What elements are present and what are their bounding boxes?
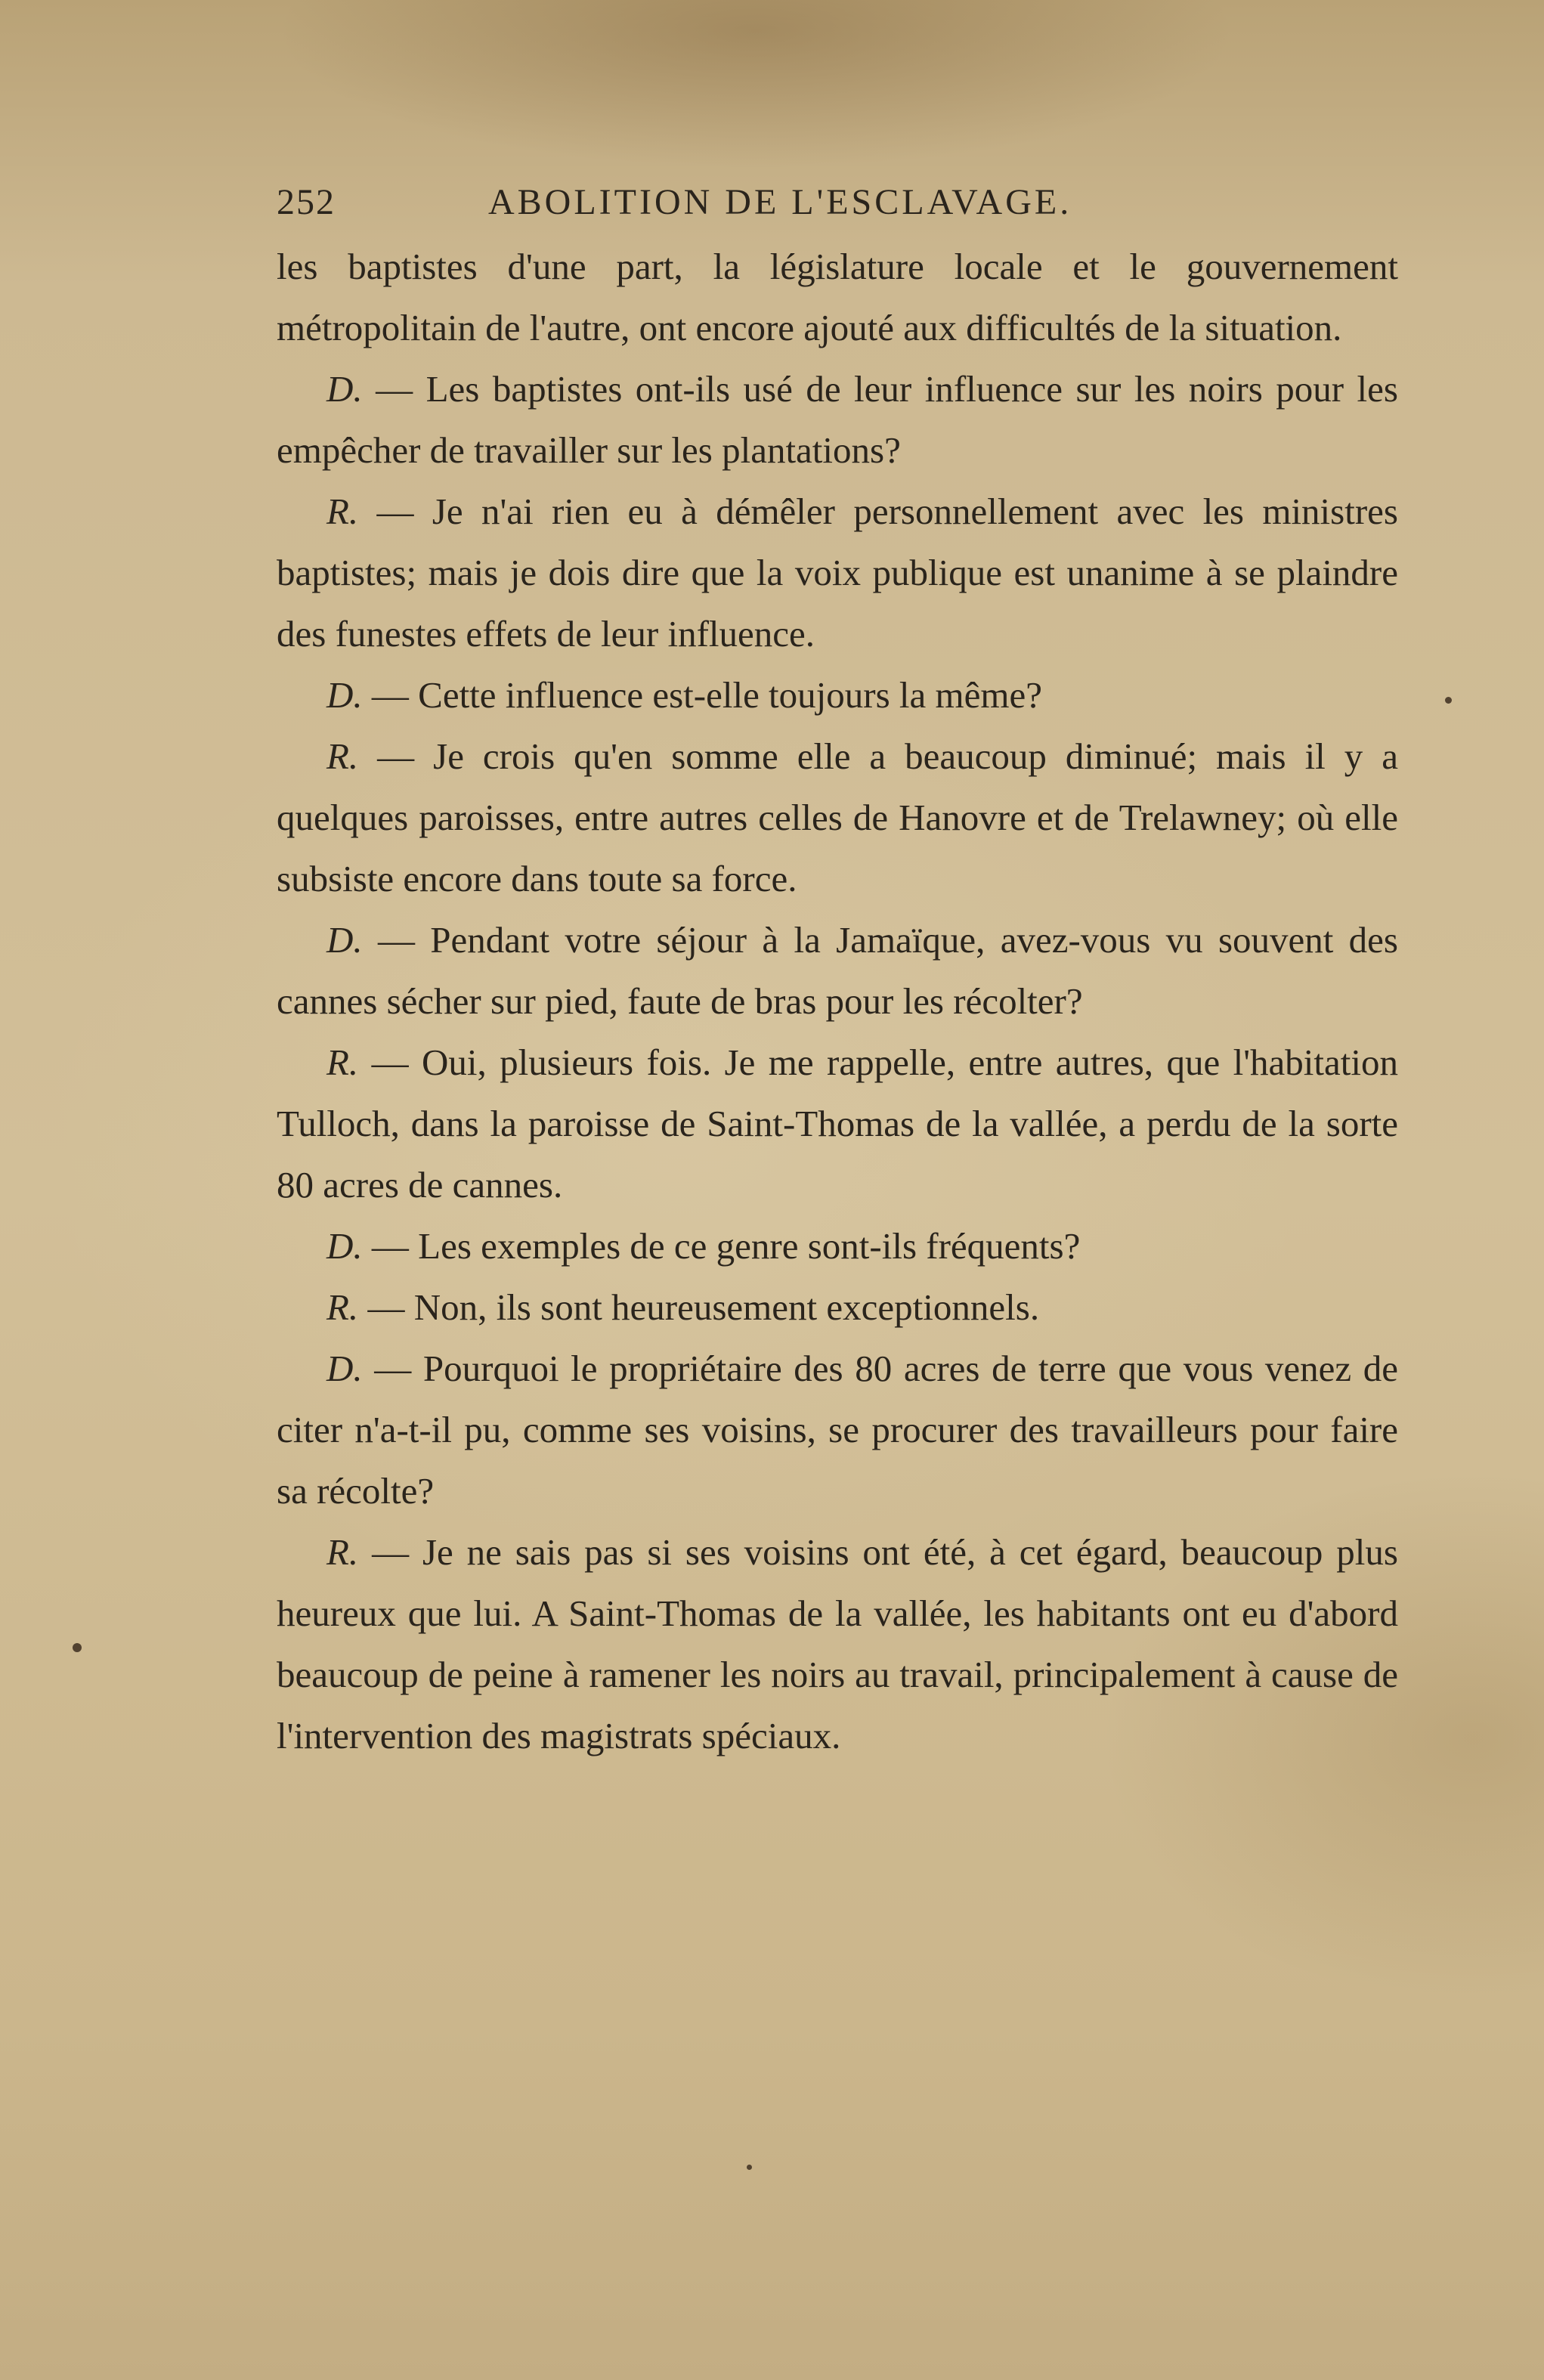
paragraph-answer — [277, 1032, 1398, 1215]
paragraph-text: — Je crois qu'en somme elle a beaucoup diminué; mais il y a quelques paroisses, entre autres celles de Hanovre et de Trelawney; où elle subsiste encore dans toute sa force. — [277, 735, 1398, 899]
paragraph-question — [277, 909, 1398, 1032]
speaker-label: D. — [326, 1348, 363, 1389]
page-header — [277, 181, 1398, 236]
paper-spot — [747, 2165, 752, 2170]
speaker-label: D. — [326, 919, 363, 961]
paragraph-question — [277, 1338, 1398, 1521]
paragraph-answer — [277, 1521, 1398, 1766]
body-text — [277, 236, 1398, 1766]
paragraph-text: — Les baptistes ont-ils usé de leur influence sur les noirs pour les empêcher de travailler sur les plantations? — [277, 368, 1398, 471]
speaker-label: D. — [326, 1225, 363, 1267]
paragraph-text: — Je n'ai rien eu à démêler personnellement avec les ministres baptistes; mais je dois dire que la voix publique est unanime à se plaindre des funestes effets de leur influence. — [277, 491, 1398, 655]
paragraph-answer — [277, 481, 1398, 664]
speaker-label: R. — [326, 491, 359, 532]
speaker-label: R. — [326, 1531, 359, 1573]
paragraph-text: — Je ne sais pas si ses voisins ont été, à cet égard, beaucoup plus heureux que lui. A Saint-Thomas de la vallée, les habitants ont eu d'abord beaucoup de peine à ramener les noirs au travail, principalement à cause de l'intervention des magistrats spéciaux. — [277, 1531, 1398, 1756]
paper-spot — [73, 1643, 82, 1652]
paragraph-text: — Cette influence est-elle toujours la même? — [362, 674, 1043, 716]
paragraph-text: les baptistes d'une part, la législature locale et le gouvernement métropolitain de l'autre, ont encore ajouté aux difficultés de la situation. — [277, 246, 1398, 348]
paragraph-question — [277, 1215, 1398, 1277]
speaker-label: D. — [326, 368, 363, 410]
paragraph-text: — Pendant votre séjour à la Jamaïque, avez-vous vu souvent des cannes sécher sur pied, faute de bras pour les récolter? — [277, 919, 1398, 1022]
paragraph-answer — [277, 1277, 1398, 1338]
page-number: 252 — [277, 182, 336, 222]
paper-spot — [1445, 697, 1452, 704]
book-page — [277, 181, 1398, 1766]
paragraph — [277, 236, 1398, 358]
paragraph-answer — [277, 726, 1398, 909]
speaker-label: R. — [326, 1286, 359, 1328]
paragraph-text: — Pourquoi le propriétaire des 80 acres de terre que vous venez de citer n'a-t-il pu, comme ses voisins, se procurer des travailleurs pour faire sa récolte? — [277, 1348, 1398, 1512]
paragraph-text: — Les exemples de ce genre sont-ils fréquents? — [362, 1225, 1081, 1267]
paragraph-question — [277, 664, 1398, 726]
speaker-label: R. — [326, 735, 359, 777]
paragraph-text: — Oui, plusieurs fois. Je me rappelle, entre autres, que l'habitation Tulloch, dans la paroisse de Saint-Thomas de la vallée, a perdu de la sorte 80 acres de cannes. — [277, 1041, 1398, 1205]
running-title: ABOLITION DE L'ESCLAVAGE. — [488, 182, 1072, 222]
paragraph-question — [277, 358, 1398, 481]
speaker-label: R. — [326, 1041, 359, 1083]
paragraph-text: — Non, ils sont heureusement exceptionnels. — [358, 1286, 1040, 1328]
speaker-label: D. — [326, 674, 363, 716]
